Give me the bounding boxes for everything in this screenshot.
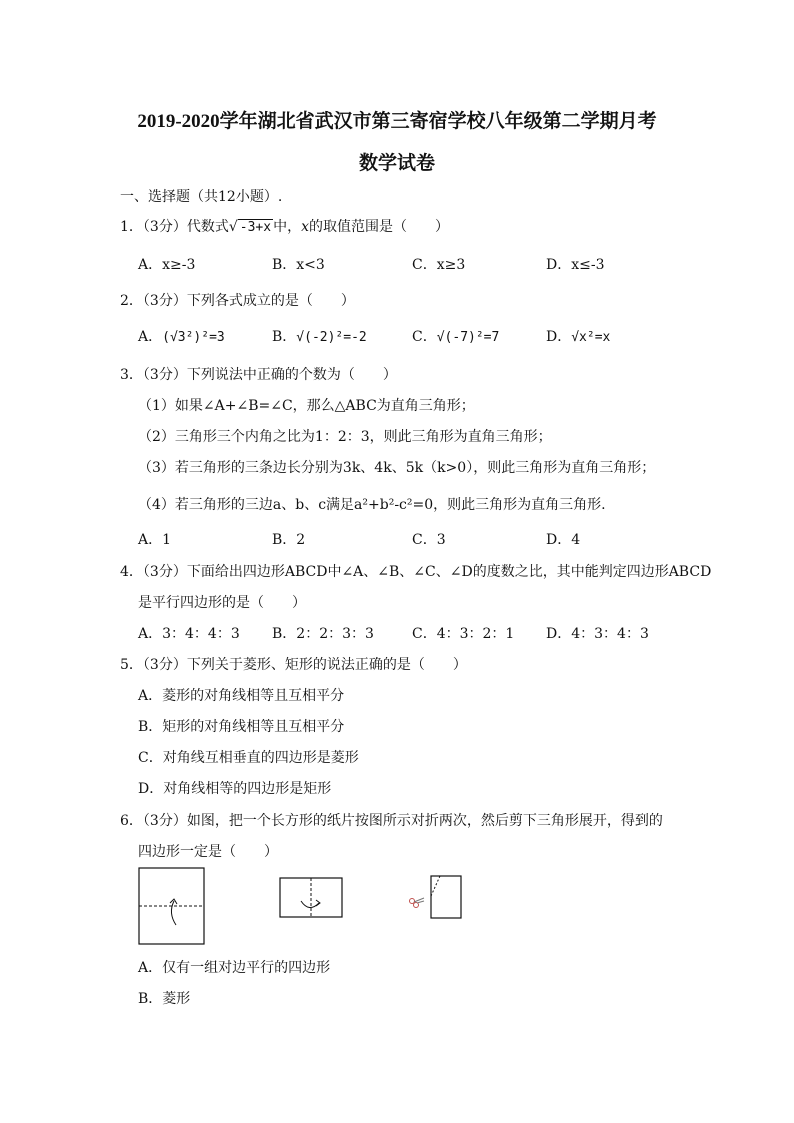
arrow-head-icon [316, 900, 320, 906]
q2-option-a-label: A． [138, 329, 163, 345]
q1-score: （3分） [142, 219, 187, 235]
question-2 [120, 290, 355, 310]
q6-figure-fold-2 [279, 877, 345, 919]
q6-score: （3分） [142, 813, 187, 829]
folded-square [431, 876, 461, 918]
question-6 [120, 810, 663, 830]
q1-stem-pre: 代数式 [186, 219, 229, 235]
q2-option-d-expr: √x²=x [571, 330, 611, 345]
q2-option-c-label: C． [412, 329, 437, 345]
q4-option-a: A．3：4：4：3 [138, 626, 240, 642]
q3-stem: 下列说法中正确的个数为（ ） [186, 367, 397, 383]
q5-option-c: C．对角线互相垂直的四边形是菱形 [138, 750, 359, 766]
q5-option-a: A．菱形的对角线相等且互相平分 [138, 688, 345, 704]
q1-variable: x [301, 219, 309, 235]
cut-line [431, 876, 440, 896]
q4-stem-line2: 是平行四边形的是（ ） [138, 595, 306, 611]
q3-number: 3． [120, 367, 143, 383]
q3-option-d: D．4 [546, 532, 581, 548]
q3-statement-4: （4）若三角形的三边a、b、c满足a²+b²-c²=0，则此三角形为直角三角形. [138, 497, 606, 513]
q5-score: （3分） [142, 657, 187, 673]
q6-figure-fold-1 [138, 867, 208, 947]
q4-option-d: D．4：3：4：3 [546, 626, 649, 642]
q3-option-c: C．3 [412, 532, 446, 548]
question-3 [120, 364, 397, 384]
fold-arrow-curve [301, 901, 319, 908]
section-heading: 一、选择题（共12小题）. [120, 189, 283, 205]
q6-stem-line2: 四边形一定是（ ） [138, 844, 278, 860]
q6-option-b: B．菱形 [138, 991, 191, 1007]
q2-option-d [546, 326, 610, 346]
q2-score: （3分） [142, 293, 187, 309]
q3-score: （3分） [142, 367, 187, 383]
q3-statement-1: （1）如果∠A+∠B=∠C，那么△ABC为直角三角形； [138, 398, 475, 414]
q1-radicand: -3+x [239, 220, 272, 235]
q6-stem: 如图，把一个长方形的纸片按图所示对折两次，然后剪下三角形展开，得到的 [186, 813, 663, 829]
q2-option-c [412, 326, 499, 346]
q6-number: 6． [120, 813, 143, 829]
q6-figure-cut [406, 874, 466, 922]
scissors-icon [410, 898, 425, 908]
question-5 [120, 654, 467, 674]
q1-option-a: A．x≥-3 [138, 257, 196, 273]
q4-option-b: B．2：2：3：3 [272, 626, 374, 642]
q2-stem: 下列各式成立的是（ ） [186, 293, 355, 309]
q5-number: 5． [120, 657, 143, 673]
q5-option-d: D．对角线相等的四边形是矩形 [138, 781, 332, 797]
q1-stem-post: 的取值范围是（ ） [308, 219, 449, 235]
q5-stem: 下列关于菱形、矩形的说法正确的是（ ） [186, 657, 467, 673]
q6-option-a: A．仅有一组对边平行的四边形 [138, 960, 331, 976]
q2-option-b-expr: √(-2)²=-2 [296, 330, 367, 345]
q1-sqrt: √ -3+x [228, 219, 272, 235]
q2-option-d-label: D． [546, 329, 572, 345]
q3-option-b: B．2 [272, 532, 306, 548]
question-4 [120, 561, 711, 581]
paper-title-line1: 2019-2020学年湖北省武汉市第三寄宿学校八年级第二学期月考 [137, 111, 657, 132]
fold-arrow-curve [171, 901, 176, 925]
q3-statement-3: （3）若三角形的三条边长分别为3k、4k、5k（k>0），则此三角形为直角三角形； [138, 460, 656, 476]
q5-option-b: B．矩形的对角线相等且互相平分 [138, 719, 345, 735]
q1-stem-mid: 中， [273, 219, 302, 235]
q2-option-c-expr: √(-7)²=7 [436, 330, 500, 345]
paper-title-line2: 数学试卷 [358, 153, 435, 174]
q4-number: 4． [120, 564, 143, 580]
question-1 [120, 216, 449, 236]
q1-option-d: D．x≤-3 [546, 257, 605, 273]
q2-option-b-label: B． [272, 329, 297, 345]
q3-statement-2: （2）三角形三个内角之比为1：2：3，则此三角形为直角三角形； [138, 429, 552, 445]
q2-option-a [138, 326, 225, 346]
q3-option-a: A．1 [138, 532, 172, 548]
q1-option-c: C．x≥3 [412, 257, 466, 273]
q4-score: （3分） [142, 564, 187, 580]
q1-option-b: B．x<3 [272, 257, 325, 273]
q2-number: 2． [120, 293, 143, 309]
q1-number: 1． [120, 219, 143, 235]
q4-stem: 下面给出四边形ABCD中∠A、∠B、∠C、∠D的度数之比，其中能判定四边形ABCD [186, 564, 712, 580]
q2-option-a-expr: (√3²)²=3 [162, 330, 225, 345]
q4-option-c: C．4：3：2：1 [412, 626, 515, 642]
q2-option-b [272, 326, 367, 346]
